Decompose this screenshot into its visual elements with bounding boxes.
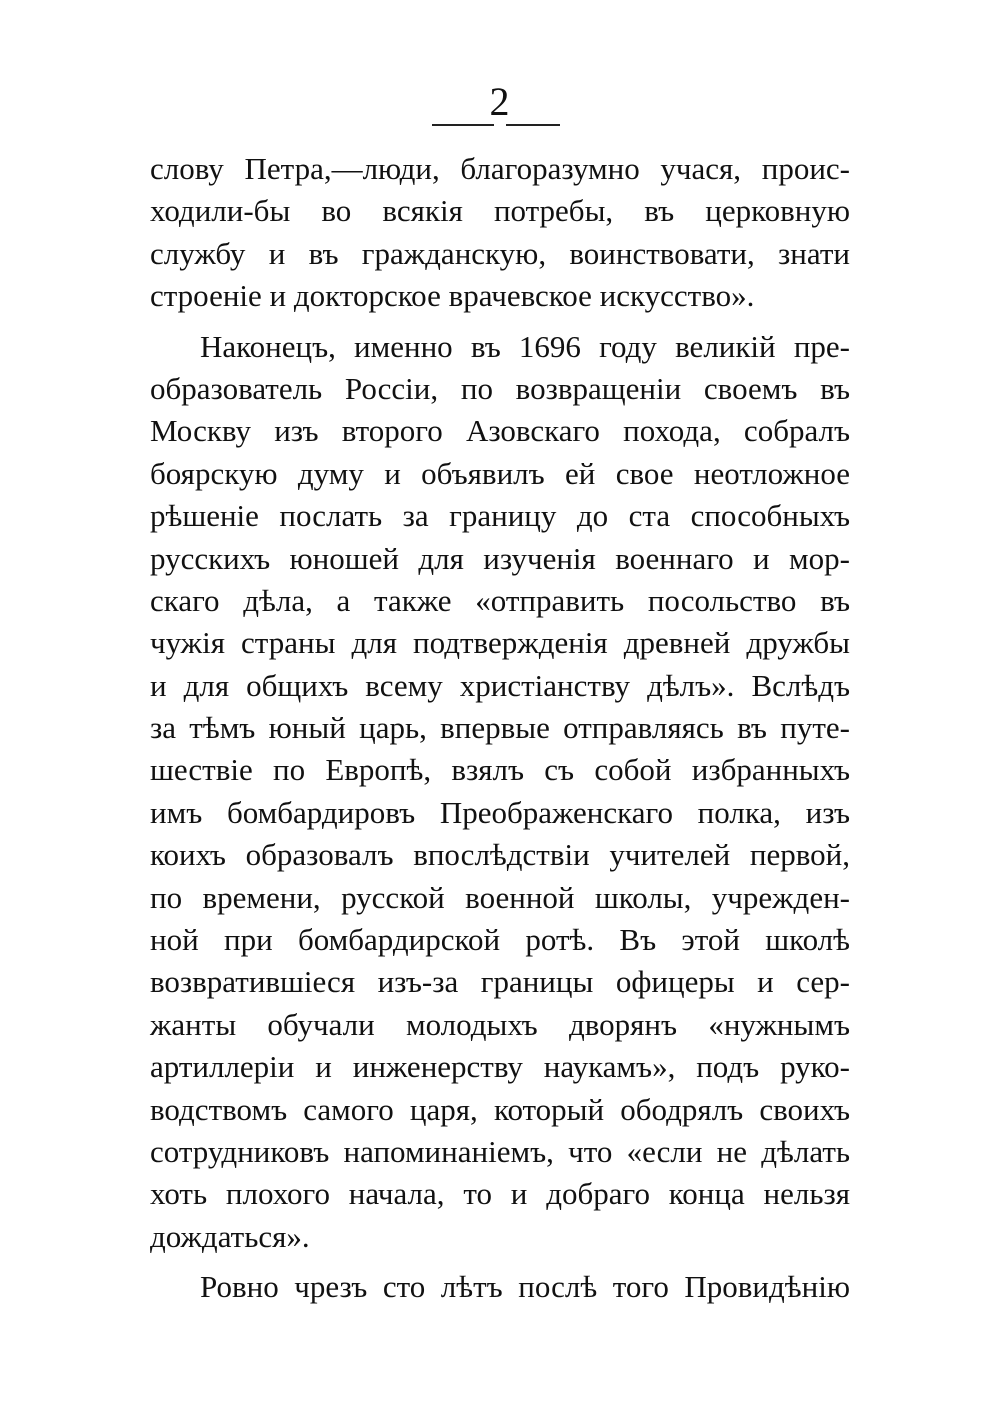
header-rule-left xyxy=(432,124,494,126)
text-line: возвратившіеся изъ-за границы офицеры и сер- xyxy=(150,964,850,1000)
text-line: Ровно чрезъ сто лѣтъ послѣ того Провидѣнію xyxy=(200,1269,850,1305)
text-line: скаго дѣла, а также «отправить посольство въ xyxy=(150,582,850,618)
text-line: сотрудниковъ напоминаніемъ, что «если не дѣлать xyxy=(150,1133,850,1169)
text-line: шествіе по Европѣ, взялъ съ собой избранныхъ xyxy=(150,752,850,788)
text-line: и для общихъ всему христіанству дѣлъ». Вслѣдъ xyxy=(150,667,850,703)
page-header xyxy=(0,78,1000,126)
text-line: рѣшеніе послать за границу до ста способныхъ xyxy=(150,498,850,534)
text-line: имъ бомбардировъ Преображенскаго полка, изъ xyxy=(150,794,850,830)
text-line: коихъ образовалъ впослѣдствіи учителей первой, xyxy=(150,837,850,873)
paragraph xyxy=(150,1266,850,1308)
text-line: службу и въ гражданскую, воинствовати, знати xyxy=(150,235,850,271)
text-line: ходили-бы во всякія потребы, въ церковную xyxy=(150,193,850,229)
paragraph xyxy=(150,326,850,1259)
text-line: артиллеріи и инженерству наукамъ», подъ руко- xyxy=(150,1049,850,1085)
paragraph-gap xyxy=(150,318,850,326)
text-line: по времени, русской военной школы, учрежден- xyxy=(150,879,850,915)
text-line: строеніе и докторское врачевское искусство». xyxy=(150,278,755,314)
text-line: Москву изъ второго Азовскаго похода, собралъ xyxy=(150,413,850,449)
paragraph-gap xyxy=(150,1258,850,1266)
text-line: хоть плохого начала, то и добраго конца нельзя xyxy=(150,1176,850,1212)
text-line: Наконецъ, именно въ 1696 году великій пре- xyxy=(200,328,850,364)
header-rule-right xyxy=(506,124,560,126)
text-line: образователь Россіи, по возвращеніи своемъ въ xyxy=(150,370,850,406)
text-line: боярскую думу и объявилъ ей свое неотложное xyxy=(150,455,850,491)
text-line: русскихъ юношей для изученія военнаго и мор- xyxy=(150,540,850,576)
text-line: ной при бомбардирской ротѣ. Въ этой школѣ xyxy=(150,922,850,958)
text-line: дождаться». xyxy=(150,1218,310,1254)
text-line: водствомъ самого царя, который ободрялъ своихъ xyxy=(150,1091,850,1127)
text-line: жанты обучали молодыхъ дворянъ «нужнымъ xyxy=(150,1006,850,1042)
text-line: слову Петра,—люди, благоразумно учася, проис- xyxy=(150,151,850,186)
text-line: за тѣмъ юный царь, впервые отправляясь въ путе- xyxy=(150,710,850,746)
paragraph xyxy=(150,148,850,318)
text-line: чужія страны для подтвержденія древней дружбы xyxy=(150,625,850,661)
page-number: 2 xyxy=(489,79,511,124)
body-text xyxy=(150,148,850,1309)
